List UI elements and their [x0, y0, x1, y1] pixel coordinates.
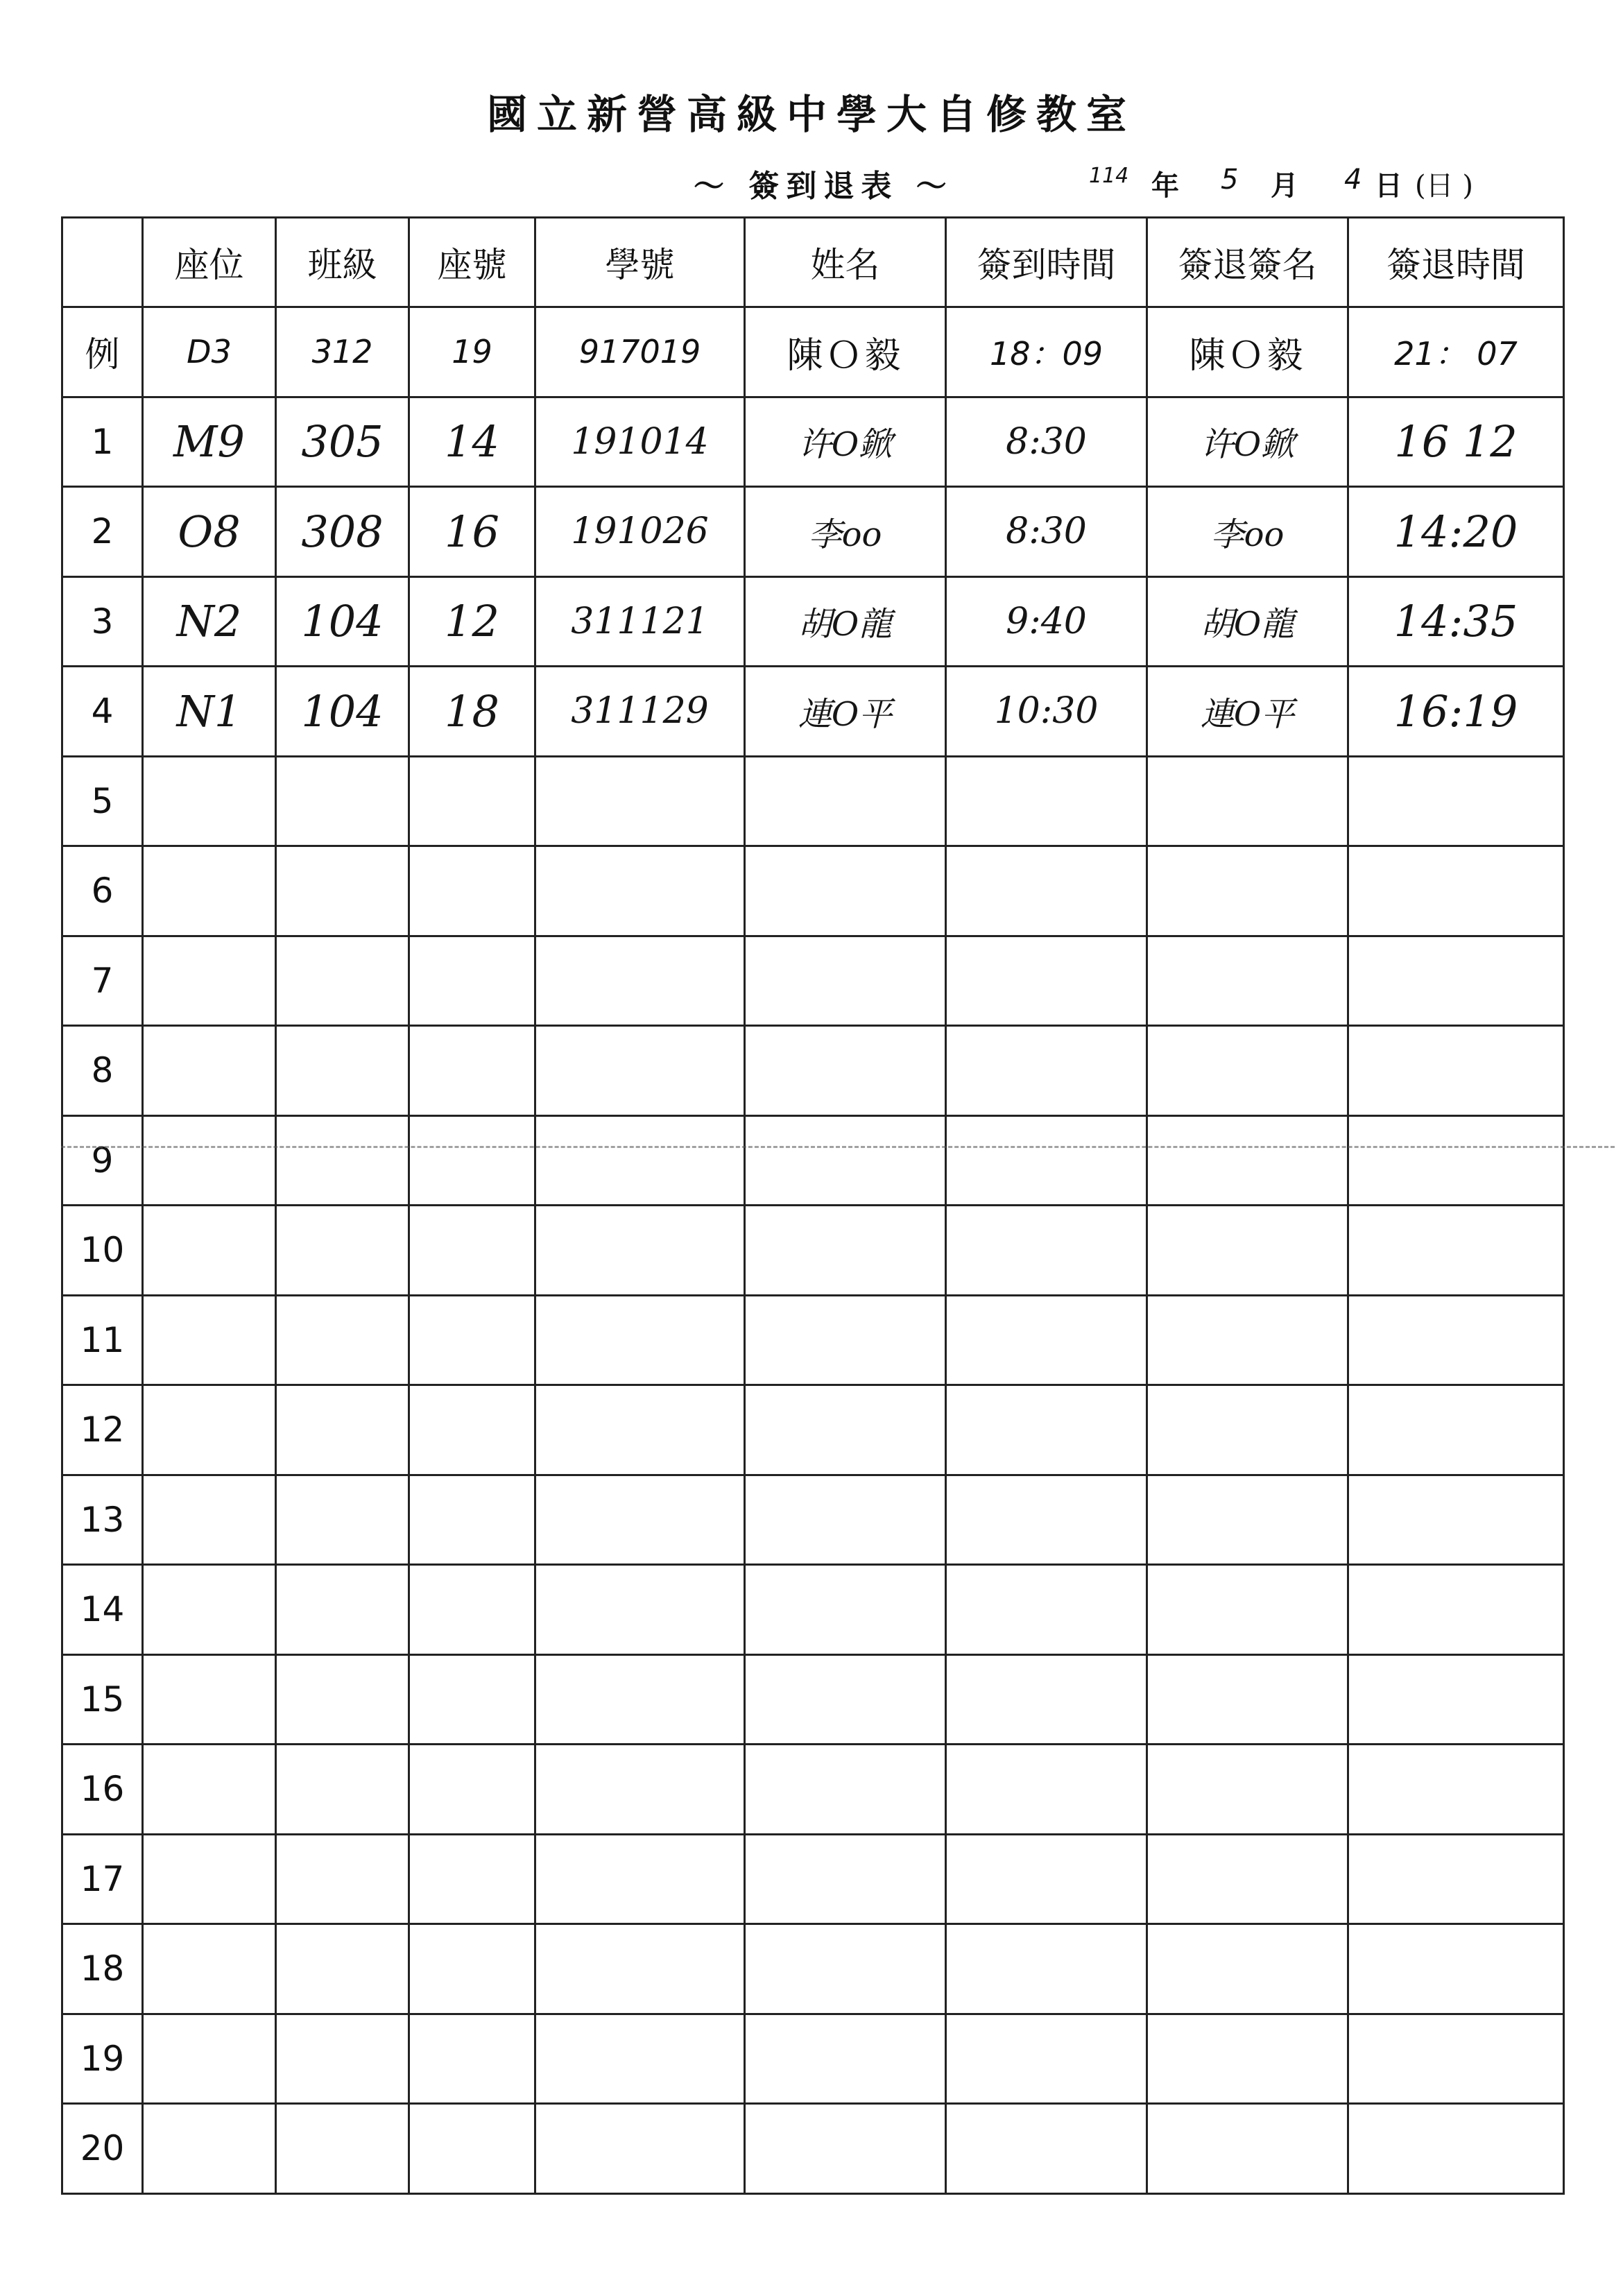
row-name: [745, 1295, 946, 1385]
date-month-label: 月: [1271, 169, 1298, 202]
row-name: [745, 1206, 946, 1296]
row-checkin-time: [946, 1026, 1147, 1116]
example-row: [62, 307, 1564, 397]
row-class: [276, 756, 409, 846]
row-number: [409, 1924, 535, 2014]
row-name: [745, 756, 946, 846]
row-checkout-sign: [1147, 936, 1348, 1026]
row-checkout-sign: [1147, 1834, 1348, 1924]
row-checkout-time: 14:35: [1348, 576, 1564, 667]
row-student-id: [535, 846, 745, 936]
row-class: [276, 846, 409, 936]
date-month-value: 5: [1221, 164, 1239, 196]
row-checkin-time: [946, 1924, 1147, 2014]
row-seat: [143, 2014, 276, 2104]
row-class: [276, 2014, 409, 2104]
column-header-checkin-time: 簽到時間: [946, 218, 1147, 307]
form-subtitle: ～ 簽到退表 ～: [694, 169, 954, 204]
row-checkin-time: [946, 1475, 1147, 1565]
row-checkout-sign: [1147, 1565, 1348, 1655]
fold-dashed-line: [61, 1146, 1615, 1148]
row-class: [276, 1206, 409, 1296]
row-seat: [143, 2104, 276, 2194]
row-name: [745, 1385, 946, 1475]
table-row: [62, 576, 1564, 667]
table-row: [62, 936, 1564, 1026]
column-header-checkout-sign: 簽退簽名: [1147, 218, 1348, 307]
row-number: [409, 1834, 535, 1924]
row-class: [276, 1924, 409, 2014]
row-number: [409, 936, 535, 1026]
example-name: 陳Ｏ毅: [745, 307, 946, 397]
row-number: [409, 2014, 535, 2104]
row-seat: [143, 1654, 276, 1745]
row-student-id: 191026: [535, 487, 745, 577]
row-seat: [143, 756, 276, 846]
row-name: 連O平: [745, 667, 946, 757]
column-header-number: 座號: [409, 218, 535, 307]
row-checkout-time: 16 12: [1348, 397, 1564, 487]
table-row: [62, 1206, 1564, 1296]
row-checkout-sign: 李oo: [1147, 487, 1348, 577]
row-checkin-time: [946, 1295, 1147, 1385]
row-name: [745, 1475, 946, 1565]
row-checkin-time: [946, 1654, 1147, 1745]
row-checkout-sign: [1147, 1385, 1348, 1475]
row-checkout-sign: [1147, 1654, 1348, 1745]
row-class: [276, 1475, 409, 1565]
row-checkout-time: [1348, 1834, 1564, 1924]
row-seat: [143, 1745, 276, 1835]
row-number: [409, 1654, 535, 1745]
date-year-value: 114: [1089, 164, 1129, 188]
row-seat: O8: [143, 487, 276, 577]
row-class: [276, 1295, 409, 1385]
row-student-id: 191014: [535, 397, 745, 487]
table-row: [62, 2104, 1564, 2194]
row-student-id: [535, 1654, 745, 1745]
row-checkout-sign: [1147, 1115, 1348, 1206]
date-line: [1089, 164, 1547, 205]
column-header-seat: 座位: [143, 218, 276, 307]
row-checkin-time: [946, 1834, 1147, 1924]
row-checkout-time: [1348, 1745, 1564, 1835]
row-class: 305: [276, 397, 409, 487]
row-checkout-time: [1348, 936, 1564, 1026]
table-row: [62, 1654, 1564, 1745]
row-class: [276, 1115, 409, 1206]
row-class: [276, 2104, 409, 2194]
column-header-checkout-time: 簽退時間: [1348, 218, 1564, 307]
row-checkin-time: [946, 936, 1147, 1026]
row-number-label: 17: [62, 1834, 143, 1924]
table-row: [62, 667, 1564, 757]
row-student-id: [535, 1295, 745, 1385]
row-checkin-time: [946, 1565, 1147, 1655]
row-checkout-sign: [1147, 1745, 1348, 1835]
row-number-label: 15: [62, 1654, 143, 1745]
row-checkout-time: [1348, 1654, 1564, 1745]
table-row: [62, 2014, 1564, 2104]
row-number: 16: [409, 487, 535, 577]
row-number: 12: [409, 576, 535, 667]
row-class: [276, 1026, 409, 1116]
table-row: [62, 1565, 1564, 1655]
row-number: [409, 1295, 535, 1385]
row-checkin-time: 8:30: [946, 487, 1147, 577]
row-name: [745, 1115, 946, 1206]
row-seat: M9: [143, 397, 276, 487]
row-number-label: 8: [62, 1026, 143, 1116]
row-checkout-sign: 许O鍁: [1147, 397, 1348, 487]
row-checkout-time: 16:19: [1348, 667, 1564, 757]
row-checkout-time: [1348, 846, 1564, 936]
row-name: [745, 1834, 946, 1924]
row-number-label: 20: [62, 2104, 143, 2194]
row-number-label: 2: [62, 487, 143, 577]
row-seat: [143, 1475, 276, 1565]
example-class: 312: [276, 307, 409, 397]
column-header-class: 班級: [276, 218, 409, 307]
row-checkout-time: [1348, 1924, 1564, 2014]
row-name: [745, 2104, 946, 2194]
row-seat: [143, 936, 276, 1026]
row-number-label: 14: [62, 1565, 143, 1655]
row-student-id: 311129: [535, 667, 745, 757]
row-checkout-sign: [1147, 2104, 1348, 2194]
row-class: [276, 1654, 409, 1745]
row-student-id: [535, 1115, 745, 1206]
row-student-id: [535, 1565, 745, 1655]
row-name: [745, 1924, 946, 2014]
row-checkin-time: [946, 1115, 1147, 1206]
row-name: [745, 1026, 946, 1116]
row-number-label: 16: [62, 1745, 143, 1835]
table-row: [62, 1026, 1564, 1116]
row-checkout-time: [1348, 1206, 1564, 1296]
row-number: [409, 756, 535, 846]
row-seat: [143, 1206, 276, 1296]
example-student-id: 917019: [535, 307, 745, 397]
row-checkin-time: [946, 756, 1147, 846]
row-student-id: [535, 1475, 745, 1565]
row-checkin-time: [946, 1385, 1147, 1475]
row-checkout-time: [1348, 1565, 1564, 1655]
row-checkout-sign: [1147, 1924, 1348, 2014]
row-name: [745, 936, 946, 1026]
signin-table: [61, 216, 1565, 2195]
row-number: [409, 1026, 535, 1116]
row-student-id: [535, 2014, 745, 2104]
row-class: [276, 1745, 409, 1835]
row-number: [409, 1745, 535, 1835]
date-day-value: 4: [1344, 164, 1362, 196]
table-header-row: [62, 218, 1564, 307]
row-checkin-time: 8:30: [946, 397, 1147, 487]
example-checkout-time: 21： 07: [1348, 307, 1564, 397]
table-row: [62, 1385, 1564, 1475]
row-student-id: [535, 936, 745, 1026]
example-label: 例: [62, 307, 143, 397]
row-name: [745, 1745, 946, 1835]
row-number-label: 1: [62, 397, 143, 487]
row-number-label: 13: [62, 1475, 143, 1565]
date-day-label: 日: [1375, 169, 1402, 202]
row-number-label: 10: [62, 1206, 143, 1296]
row-checkout-time: [1348, 1385, 1564, 1475]
row-name: 胡O龍: [745, 576, 946, 667]
row-seat: [143, 1385, 276, 1475]
table-row: [62, 1475, 1564, 1565]
row-class: [276, 1385, 409, 1475]
row-name: 李oo: [745, 487, 946, 577]
row-checkout-sign: [1147, 1026, 1348, 1116]
row-checkin-time: [946, 846, 1147, 936]
row-student-id: 311121: [535, 576, 745, 667]
row-name: [745, 846, 946, 936]
row-class: 104: [276, 576, 409, 667]
example-checkin-time: 18：09: [946, 307, 1147, 397]
row-student-id: [535, 1834, 745, 1924]
row-number: [409, 1206, 535, 1296]
table-row: [62, 1295, 1564, 1385]
row-seat: [143, 1565, 276, 1655]
row-number-label: 18: [62, 1924, 143, 2014]
row-number-label: 7: [62, 936, 143, 1026]
row-checkout-time: [1348, 1295, 1564, 1385]
row-number: [409, 1565, 535, 1655]
table-row: [62, 1745, 1564, 1835]
column-header-student-id: 學號: [535, 218, 745, 307]
row-checkout-sign: [1147, 1475, 1348, 1565]
row-number-label: 11: [62, 1295, 143, 1385]
row-number: [409, 1385, 535, 1475]
row-class: 104: [276, 667, 409, 757]
row-number: 18: [409, 667, 535, 757]
row-checkout-time: 14:20: [1348, 487, 1564, 577]
row-student-id: [535, 2104, 745, 2194]
date-year-label: 年: [1151, 169, 1179, 202]
table-row: [62, 1834, 1564, 1924]
row-checkout-time: [1348, 1026, 1564, 1116]
row-student-id: [535, 1924, 745, 2014]
row-name: 许O鍁: [745, 397, 946, 487]
row-class: 308: [276, 487, 409, 577]
row-name: [745, 1654, 946, 1745]
row-checkin-time: [946, 2014, 1147, 2104]
row-seat: [143, 1295, 276, 1385]
example-number: 19: [409, 307, 535, 397]
row-checkout-sign: [1147, 756, 1348, 846]
row-checkout-sign: [1147, 1206, 1348, 1296]
row-number-label: 9: [62, 1115, 143, 1206]
table-row: [62, 1115, 1564, 1206]
row-number: [409, 2104, 535, 2194]
row-number-label: 12: [62, 1385, 143, 1475]
row-seat: [143, 846, 276, 936]
example-checkout-sign: 陳Ｏ毅: [1147, 307, 1348, 397]
row-student-id: [535, 1026, 745, 1116]
row-number-label: 19: [62, 2014, 143, 2104]
row-student-id: [535, 756, 745, 846]
row-number: [409, 846, 535, 936]
row-seat: N2: [143, 576, 276, 667]
row-checkout-sign: [1147, 846, 1348, 936]
table-row: [62, 1924, 1564, 2014]
row-checkin-time: [946, 1206, 1147, 1296]
row-number: [409, 1475, 535, 1565]
row-checkout-time: [1348, 1115, 1564, 1206]
row-checkin-time: [946, 1745, 1147, 1835]
row-checkin-time: [946, 2104, 1147, 2194]
row-checkout-time: [1348, 2014, 1564, 2104]
row-seat: [143, 1026, 276, 1116]
row-student-id: [535, 1385, 745, 1475]
page-title: 國立新營高級中學大自修教室: [486, 91, 1136, 138]
row-checkout-sign: [1147, 2014, 1348, 2104]
table-row: [62, 756, 1564, 846]
row-seat: [143, 1834, 276, 1924]
row-number-label: 5: [62, 756, 143, 846]
table-row: [62, 397, 1564, 487]
date-weekday: (日 ): [1415, 170, 1473, 202]
row-checkin-time: 10:30: [946, 667, 1147, 757]
row-class: [276, 1834, 409, 1924]
row-student-id: [535, 1745, 745, 1835]
row-class: [276, 1565, 409, 1655]
column-header-name: 姓名: [745, 218, 946, 307]
row-checkout-sign: [1147, 1295, 1348, 1385]
column-header: [62, 218, 143, 307]
example-seat: D3: [143, 307, 276, 397]
row-number-label: 4: [62, 667, 143, 757]
row-seat: [143, 1115, 276, 1206]
row-number-label: 3: [62, 576, 143, 667]
row-checkout-time: [1348, 1475, 1564, 1565]
table-row: [62, 846, 1564, 936]
row-class: [276, 936, 409, 1026]
row-name: [745, 2014, 946, 2104]
table-row: [62, 487, 1564, 577]
row-student-id: [535, 1206, 745, 1296]
row-seat: [143, 1924, 276, 2014]
row-checkin-time: 9:40: [946, 576, 1147, 667]
row-checkout-time: [1348, 756, 1564, 846]
row-number: [409, 1115, 535, 1206]
row-checkout-sign: 胡O龍: [1147, 576, 1348, 667]
row-checkout-sign: 連O平: [1147, 667, 1348, 757]
row-checkout-time: [1348, 2104, 1564, 2194]
row-number: 14: [409, 397, 535, 487]
row-seat: N1: [143, 667, 276, 757]
row-number-label: 6: [62, 846, 143, 936]
row-name: [745, 1565, 946, 1655]
